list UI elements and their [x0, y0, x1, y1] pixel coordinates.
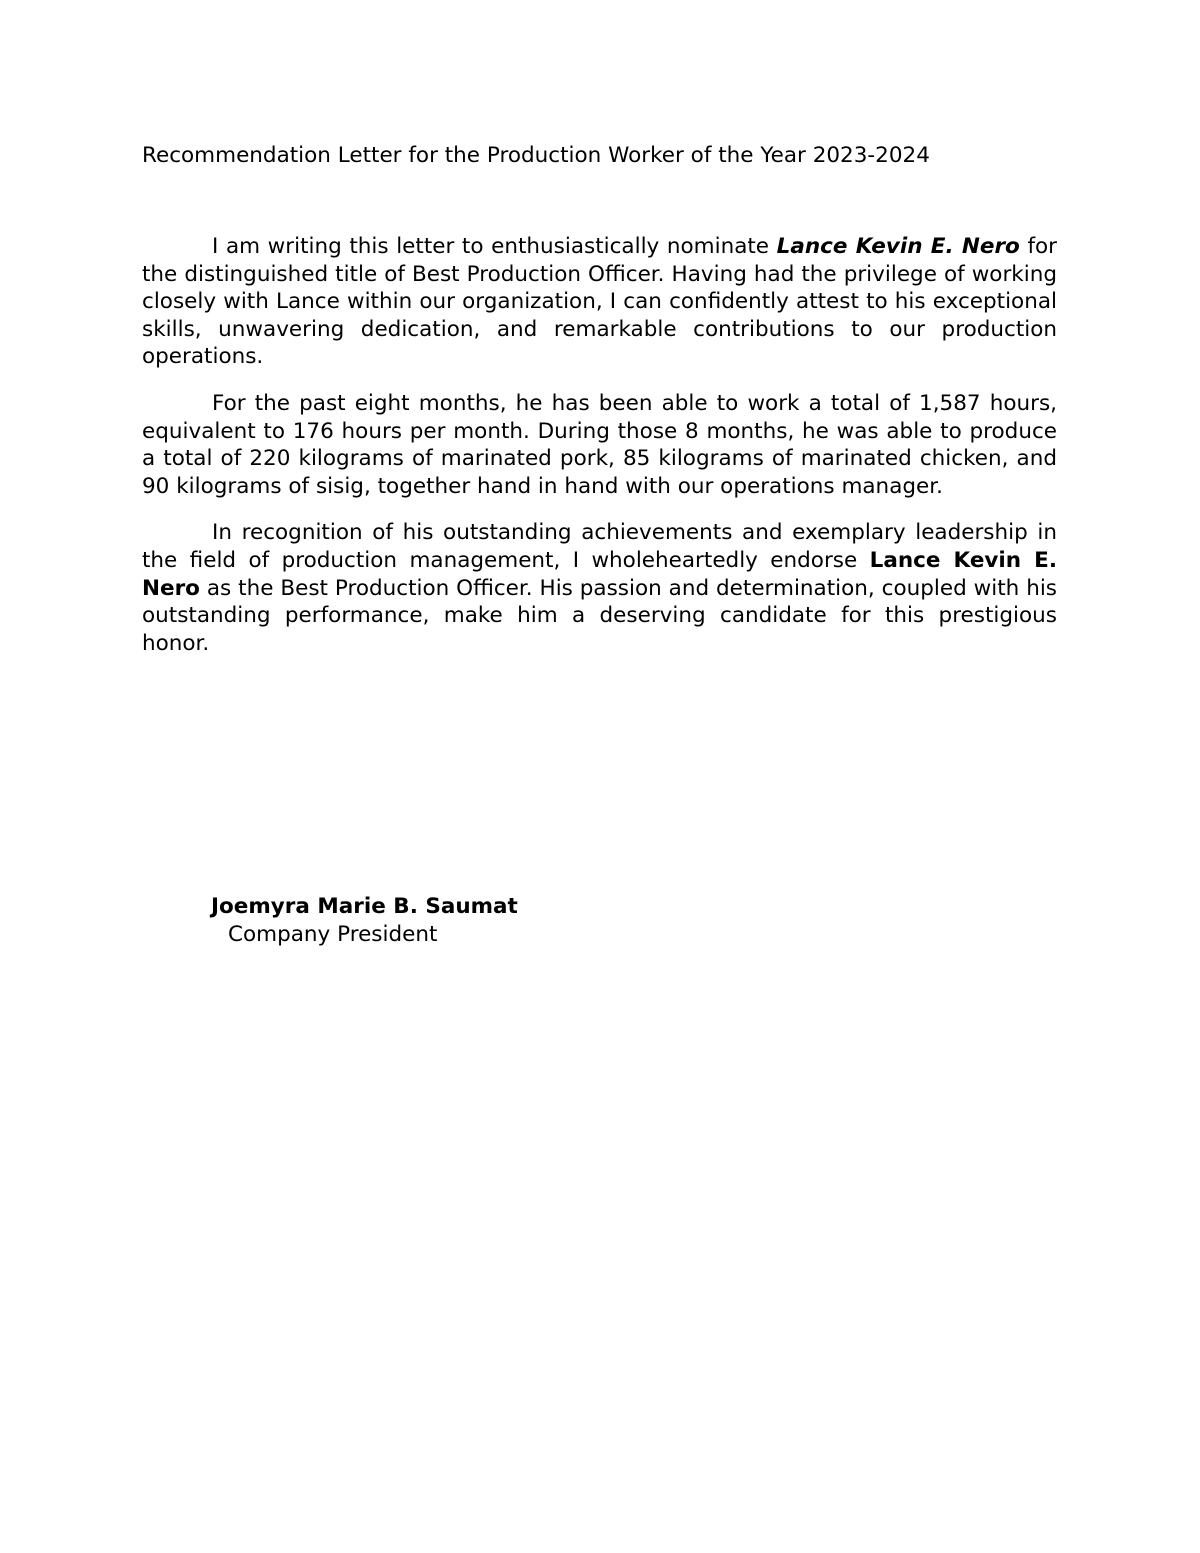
- nominee-name-endorsement: Lance Kevin E. Nero: [142, 547, 1057, 601]
- paragraph-endorsement-rest: as the Best Production Officer. His passion and determination, coupled with his outstanding performance, make him a deserving candidate for this prestigious honor.: [142, 575, 1057, 656]
- paragraph-nomination-intro: I am writing this letter to enthusiastically nominate: [212, 234, 777, 259]
- letter-body: [142, 233, 1057, 676]
- signature-block: [211, 893, 518, 949]
- paragraph-nomination-rest: for the distinguished title of Best Production Officer. Having had the privilege of working closely with Lance within our organization, I can confidently attest to his exceptional skills, unwavering dedication, and remarkable contributions to our production operations.: [142, 234, 1058, 370]
- signatory-name: Joemyra Marie B. Saumat: [211, 894, 518, 919]
- paragraph-endorsement-intro: In recognition of his outstanding achievements and exemplary leadership in the field of production management, I wholeheartedly endorse: [142, 520, 1057, 573]
- paragraph-achievements: For the past eight months, he has been able to work a total of 1,587 hours, equivalent to 176 hours per month. During those 8 months, he was able to produce a total of 220 kilograms of marinated pork, 85 kilograms of marinated chicken, and 90 kilograms of sisig, together hand in hand with our operations manager.: [142, 390, 1057, 499]
- signatory-position: Company President: [228, 922, 438, 947]
- paragraph-nomination: [142, 233, 1057, 371]
- letter-title: Recommendation Letter for the Production Worker of the Year 2023-2024: [142, 143, 930, 168]
- paragraph-endorsement: [142, 519, 1057, 657]
- nominee-name: Lance Kevin E. Nero: [776, 234, 1020, 259]
